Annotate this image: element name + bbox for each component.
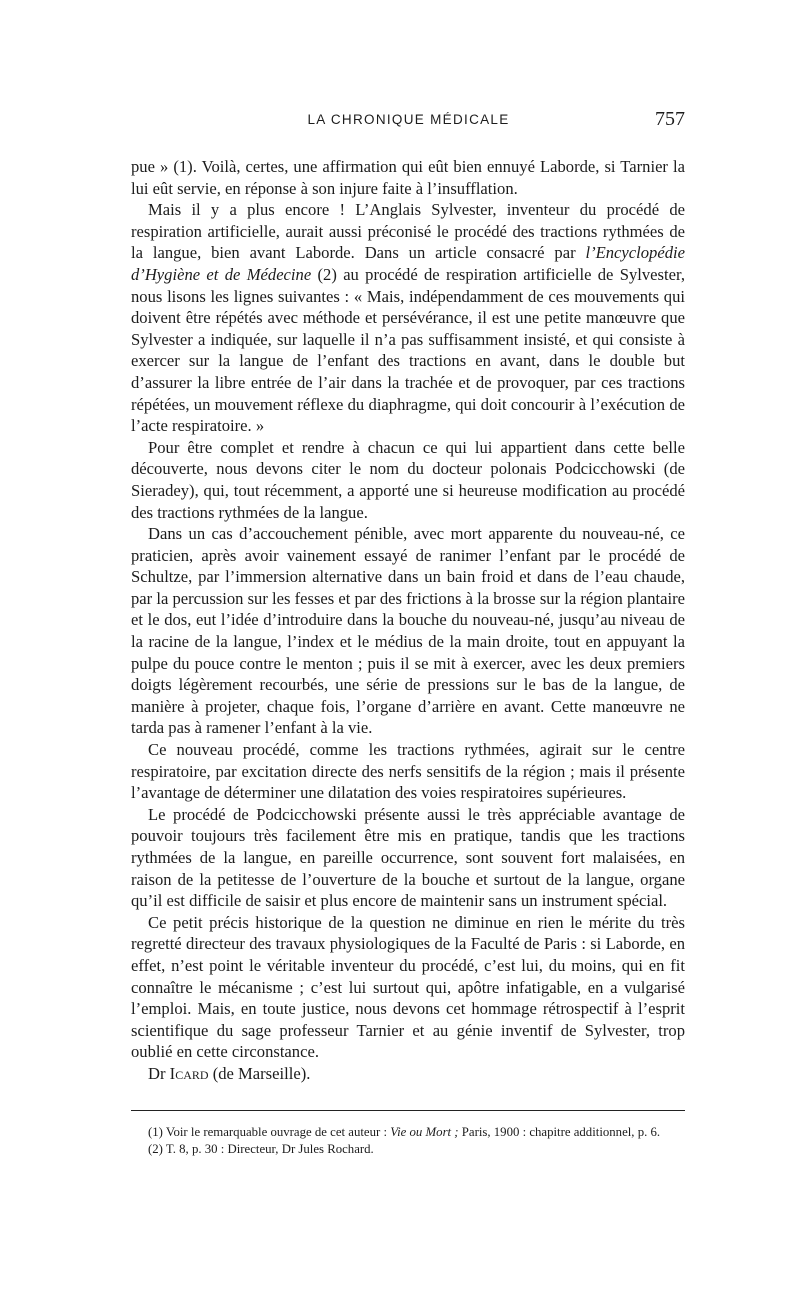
paragraph-6: Le procédé de Podcicchowski présente aussi le très appréciable avantage de pouvoir toujours très facilement être mis en pratique, tandis que les tractions rythmées de la langue, en pareille occurrence, sont souvent fort malaisées, en raison de la petitesse de l’ouverture de la bouche et surtout de la langue, organe qu’il est difficile de saisir et plus encore de maintenir sans un instrument spécial. <box>131 804 685 911</box>
running-header <box>132 108 685 132</box>
footnote-1-text-a: Voir le remarquable ouvrage de cet auteur : <box>165 1125 391 1139</box>
footnote-1 <box>131 1124 685 1141</box>
paragraph-5: Ce nouveau procédé, comme les tractions rythmées, agirait sur le centre respiratoire, par excitation directe des nerfs sensitifs de la région ; mais il présente l’avantage de déterminer une dilatation des voies respiratoires supérieures. <box>131 740 685 803</box>
paragraph-4: Dans un cas d’accouchement pénible, avec mort apparente du nouveau-né, ce praticien, après avoir vainement essayé de ranimer l’enfant par le procédé de Schultze, par l’immersion alternative dans un bain froid et dans de l’eau chaude, par la percussion sur les fesses et par des frictions à la brosse sur la région plantaire et le dos, eut l’idée d’introduire dans la bouche du nouveau-né, jusqu’au niveau de la racine de la langue, l’index et le médius de la main droite, tout en appuyant la pulpe du pouce contre le menton ; puis il se mit à exercer, avec les deux premiers doigts légèrement recourbés, une série de pressions sur le bas de la langue, de manière à projeter, chaque fois, l’organe d’arrière en avant. Cette manœuvre ne tarda pas à ramener l’enfant à la vie. <box>131 524 685 738</box>
footnote-divider <box>131 1110 685 1111</box>
paragraph-2-text-a: Mais il y a plus encore ! L’Anglais Sylvester, inventeur du procédé de respiration artificielle, aurait aussi préconisé le procédé des tractions rythmées de la langue, bien avant Laborde. Dans un article consacré par <box>131 200 685 263</box>
signature <box>131 1063 685 1085</box>
signature-title: Dr <box>148 1063 166 1083</box>
signature-place: (de Marseille). <box>212 1063 311 1083</box>
encyclopedia-title: l’Encyclopédie d’Hygiène et de Médecine <box>131 243 685 284</box>
paragraph-2-text-b: (2) au procédé de respiration artificielle de Sylvester, nous lisons les lignes suivantes : « Mais, indépendamment de ces mouvements qui doivent être répétés avec méthode et persévérance, il est une petite manœuvre que Sylvester a indiquée, sur laquelle il n’a pas suffisamment insisté, et qui consiste à exercer sur la langue de l’enfant des tractions en avant, dans le double but d’assurer la libre entrée de l’air dans la trachée et de provoquer, par ces tractions répétées, un mouvement réflexe du diaphragme, qui doit concourir à l’exécution de l’acte respiratoire. » <box>131 264 685 436</box>
paragraph-7: Ce petit précis historique de la question ne diminue en rien le mérite du très regretté directeur des travaux physiologiques de la Faculté de Paris : si Laborde, en effet, n’est point le véritable inventeur du procédé, c’est lui, du moins, qui en fit connaître le mécanisme ; c’est lui surtout qui, apôtre infatigable, en a vulgarisé l’emploi. Mais, en toute justice, nous devons cet hommage rétrospectif à l’esprit scientifique du sage professeur Tarnier et au génie inventif de Sylvester, trop oublié en cette circonstance. <box>131 912 685 1062</box>
paragraph-3: Pour être complet et rendre à chacun ce qui lui appartient dans cette belle découverte, nous devons citer le nom du docteur polonais Podcicchowski (de Sieradey), qui, tout récemment, a apporté une si heureuse modification au procédé des tractions rythmées de la langue. <box>131 437 685 522</box>
footnote-2-text: T. 8, p. 30 : Directeur, Dr Jules Rochard. <box>165 1141 374 1156</box>
article-body <box>131 156 685 1085</box>
footnote-1-text-b: Paris, 1900 : chapitre additionnel, p. 6. <box>458 1125 661 1139</box>
book-title: Vie ou Mort ; <box>390 1125 459 1139</box>
footnote-1-number: (1) <box>148 1125 163 1139</box>
journal-title: LA CHRONIQUE MÉDICALE <box>307 112 510 127</box>
footnotes <box>131 1124 685 1158</box>
page-number: 757 <box>655 108 685 130</box>
signature-name: Icard <box>169 1063 209 1083</box>
paragraph-1: pue » (1). Voilà, certes, une affirmation qui eût bien ennuyé Laborde, si Tarnier la lui eût servie, en réponse à son injure faite à l’insufflation. <box>131 157 685 198</box>
paragraph-2 <box>131 199 685 437</box>
footnote-2 <box>131 1141 685 1158</box>
footnote-2-number: (2) <box>148 1141 163 1156</box>
